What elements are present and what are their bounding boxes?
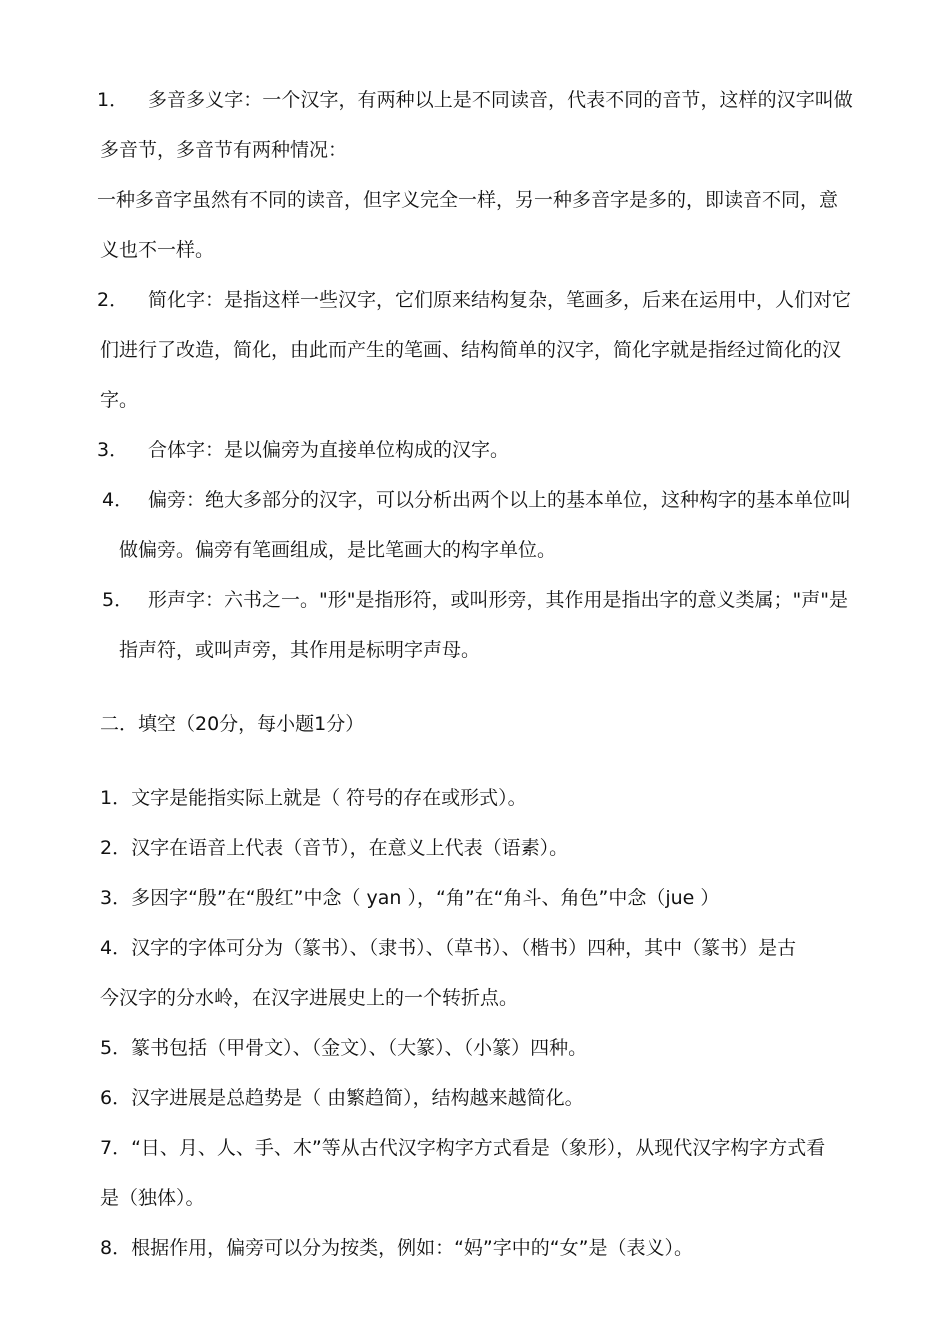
definition-1-extra-line-2 bbox=[0, 225, 950, 275]
definition-text: 合体字：是以偏旁为直接单位构成的汉字。 bbox=[148, 439, 510, 461]
fill-blank-text: 6．汉字进展是总趋势是（ 由繁趋简），结构越来越简化。 bbox=[100, 1087, 584, 1109]
fill-blank-6 bbox=[0, 1073, 950, 1123]
definition-5-line-1 bbox=[0, 575, 950, 625]
definition-2-line-2 bbox=[0, 325, 950, 375]
definition-paragraph: 义也不一样。 bbox=[100, 239, 215, 261]
definition-text: 简化字：是指这样一些汉字，它们原来结构复杂，笔画多，后来在运用中，人们对它 bbox=[148, 289, 852, 311]
definition-1-extra-line-1 bbox=[0, 175, 950, 225]
section-spacer bbox=[0, 675, 950, 699]
definition-3-line-1 bbox=[0, 425, 950, 475]
fill-blank-4 bbox=[0, 923, 950, 973]
fill-blank-8 bbox=[0, 1223, 950, 1273]
definition-1-line-1 bbox=[0, 75, 950, 125]
definition-paragraph: 一种多音字虽然有不同的读音，但字义完全一样，另一种多音字是多的，即读音不同，意 bbox=[97, 189, 839, 211]
section-spacer bbox=[0, 749, 950, 773]
fill-blank-text: 8．根据作用，偏旁可以分为按类，例如：“妈”字中的“女”是（表义）。 bbox=[100, 1237, 693, 1259]
fill-blank-1 bbox=[0, 773, 950, 823]
definition-continuation: 做偏旁。偏旁有笔画组成，是比笔画大的构字单位。 bbox=[119, 539, 557, 561]
fill-blank-5 bbox=[0, 1023, 950, 1073]
fill-blank-4-continuation bbox=[0, 973, 950, 1023]
definition-text: 偏旁：绝大多部分的汉字，可以分析出两个以上的基本单位，这种构字的基本单位叫 bbox=[148, 489, 852, 511]
fill-blank-2 bbox=[0, 823, 950, 873]
fill-blank-text: 3．多因字“殷”在“殷红”中念（ yan ），“角”在“角斗、角色”中念（jue ） bbox=[100, 887, 720, 909]
definition-1-line-2 bbox=[0, 125, 950, 175]
definition-text: 多音多义字：一个汉字，有两种以上是不同读音，代表不同的音节，这样的汉字叫做 bbox=[148, 89, 853, 111]
fill-blank-continuation: 是（独体）。 bbox=[100, 1187, 205, 1209]
definition-continuation: 字。 bbox=[100, 389, 139, 411]
fill-blank-continuation: 今汉字的分水岭，在汉字进展史上的一个转折点。 bbox=[100, 987, 519, 1009]
definition-continuation: 指声符，或叫声旁，其作用是标明字声母。 bbox=[119, 639, 481, 661]
fill-blank-text: 2．汉字在语音上代表（音节），在意义上代表（语素）。 bbox=[100, 837, 569, 859]
definition-number: 4． bbox=[102, 489, 134, 511]
definition-5-line-2 bbox=[0, 625, 950, 675]
definition-4-line-1 bbox=[0, 475, 950, 525]
definition-text: 形声字：六书之一。"形"是指形符，或叫形旁，其作用是指出字的意义类属；"声"是 bbox=[148, 589, 848, 611]
definition-number: 3． bbox=[97, 439, 129, 461]
fill-blank-text: 5．篆书包括（甲骨文）、（金文）、（大篆）、（小篆）四种。 bbox=[100, 1037, 588, 1059]
fill-blank-text: 1．文字是能指实际上就是（ 符号的存在或形式）。 bbox=[100, 787, 527, 809]
definition-number: 1． bbox=[97, 89, 129, 111]
section-heading-line bbox=[0, 699, 950, 749]
definition-continuation: 多音节，多音节有两种情况： bbox=[100, 139, 348, 161]
section-heading: 二．填空（20分，每小题1分） bbox=[100, 713, 365, 735]
definition-2-line-3 bbox=[0, 375, 950, 425]
definition-continuation: 们进行了改造，简化，由此而产生的笔画、结构简单的汉字，简化字就是指经过简化的汉 bbox=[100, 339, 842, 361]
definition-2-line-1 bbox=[0, 275, 950, 325]
definition-number: 2． bbox=[97, 289, 129, 311]
fill-blank-7 bbox=[0, 1123, 950, 1173]
fill-blank-7-continuation bbox=[0, 1173, 950, 1223]
definition-number: 5． bbox=[102, 589, 134, 611]
fill-blank-text: 7．“日、月、人、手、木”等从古代汉字构字方式看是（象形），从现代汉字构字方式看 bbox=[100, 1137, 826, 1159]
fill-blank-text: 4．汉字的字体可分为（篆书）、（隶书）、（草书）、（楷书）四种，其中（篆书）是古 bbox=[100, 937, 797, 959]
fill-blank-3 bbox=[0, 873, 950, 923]
document-page bbox=[0, 75, 950, 1273]
definition-4-line-2 bbox=[0, 525, 950, 575]
